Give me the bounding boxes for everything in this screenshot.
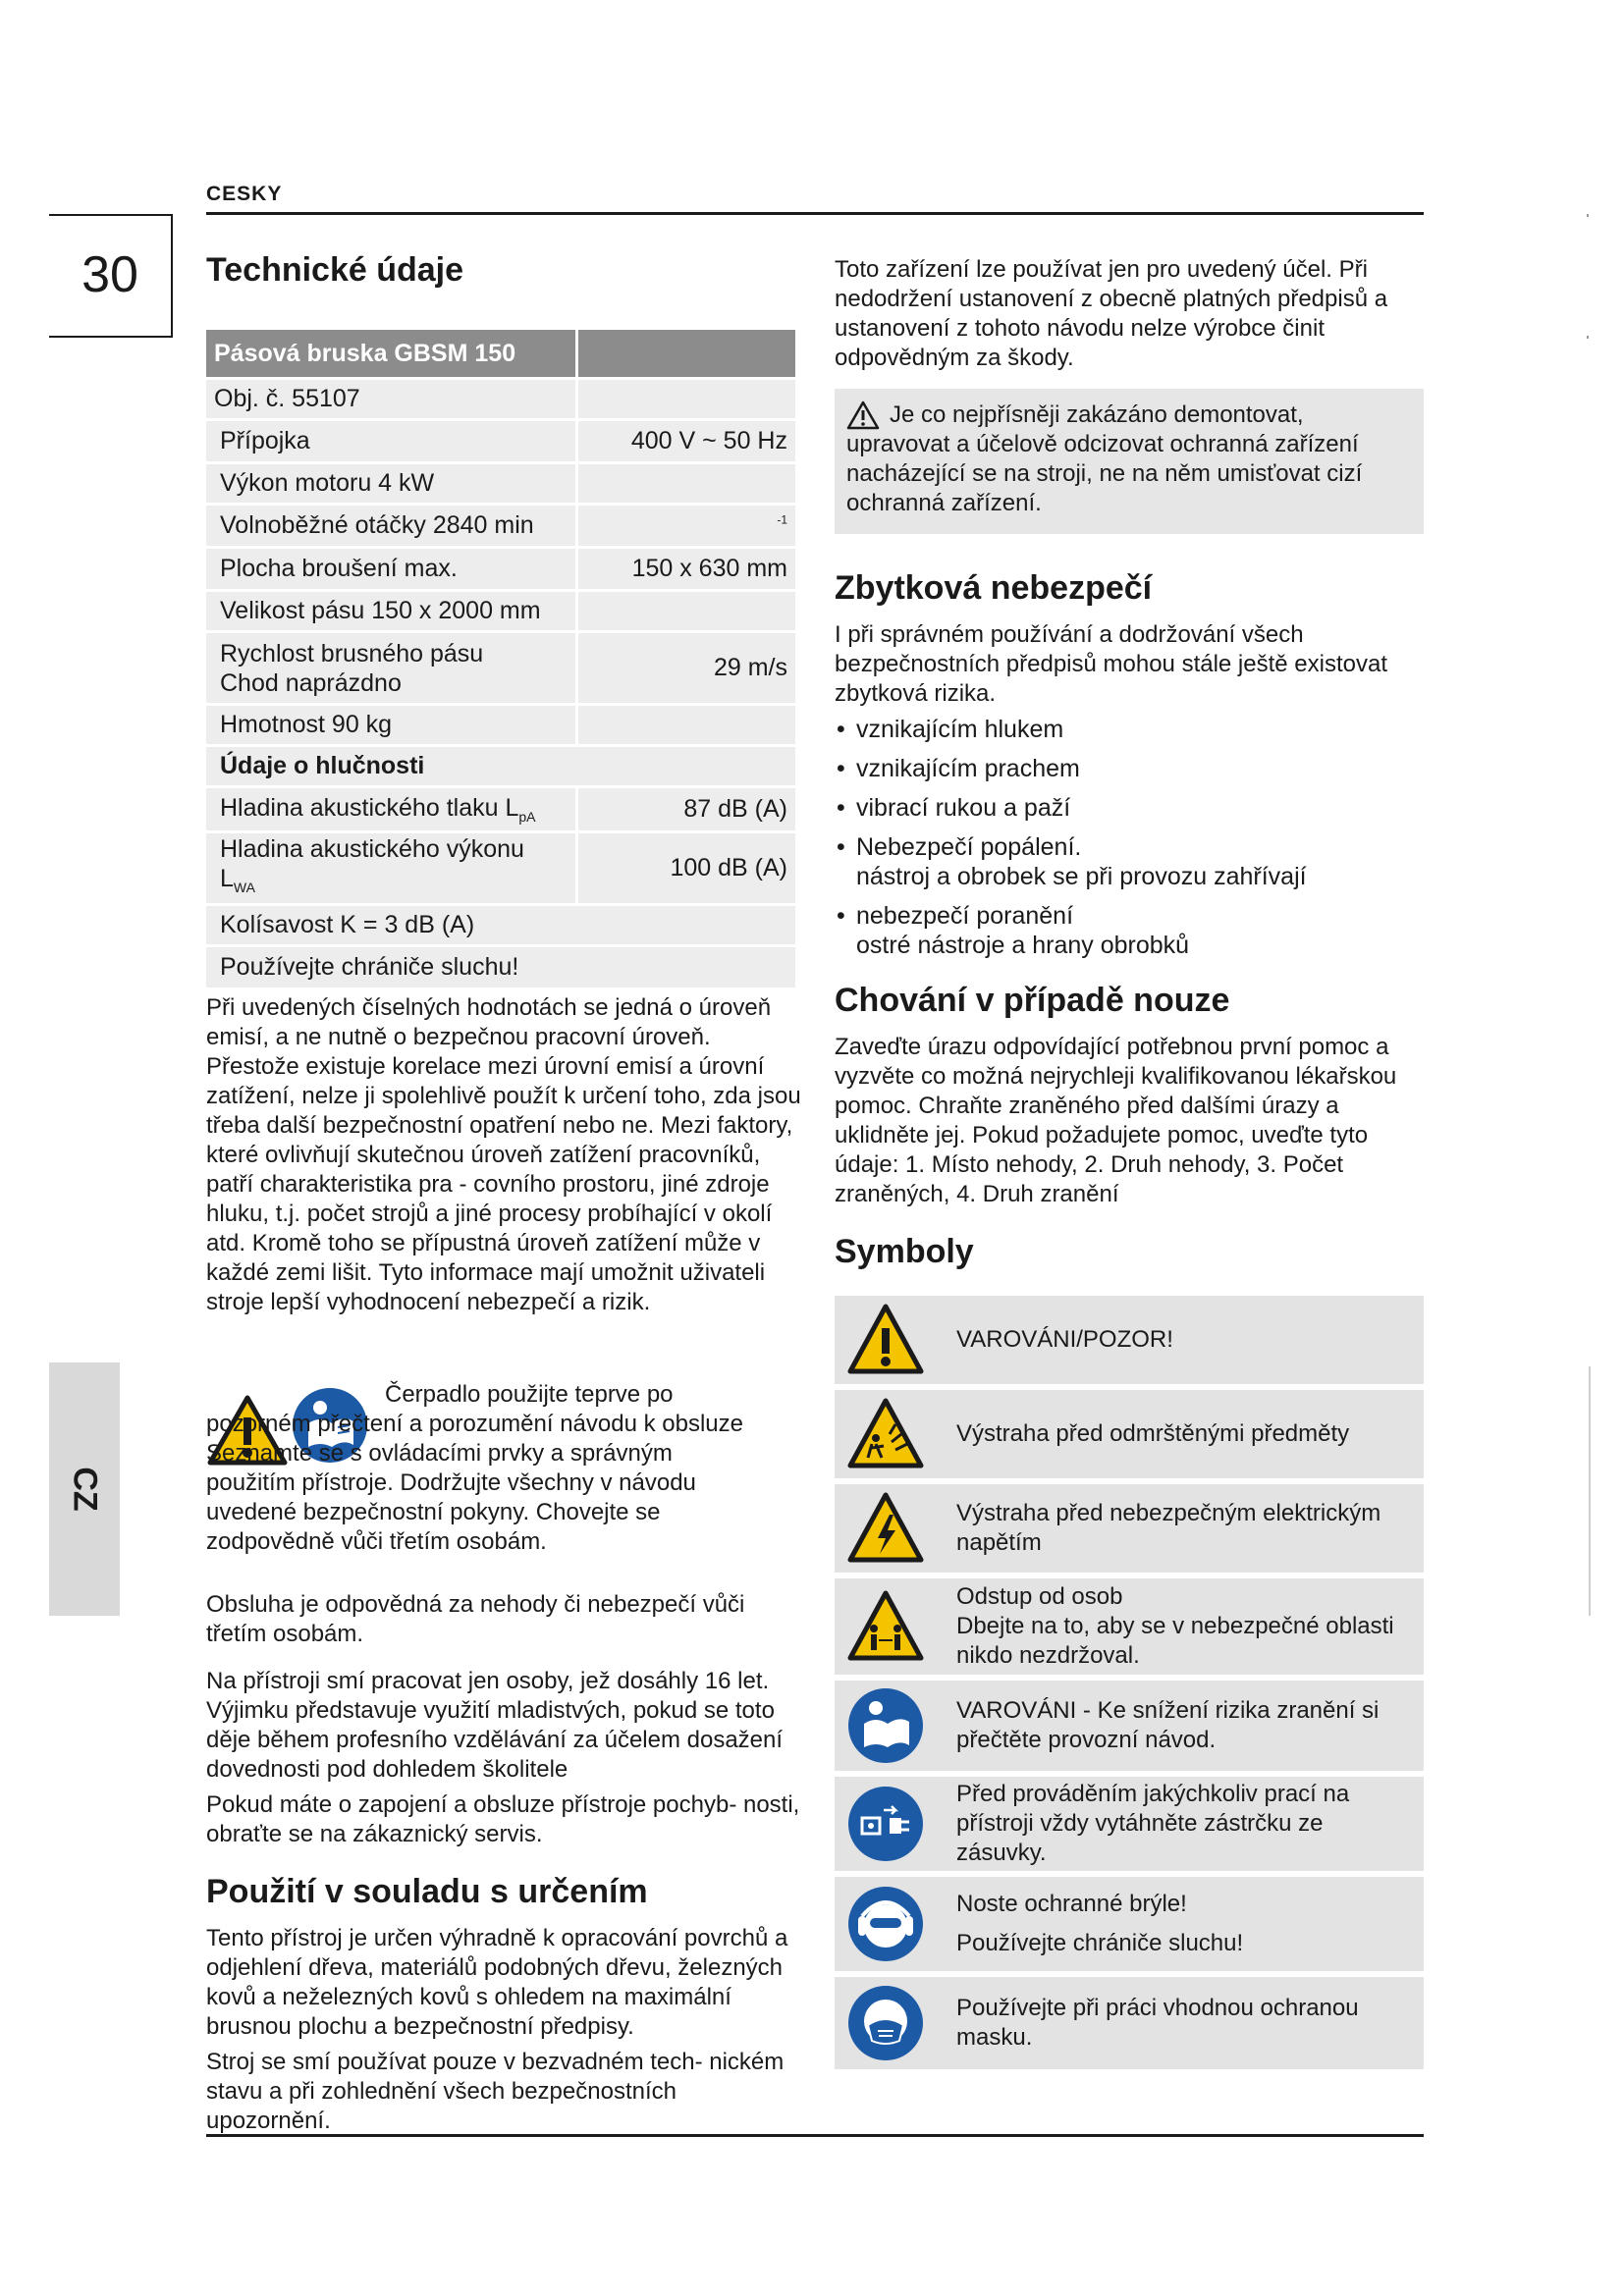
section-header: CESKY [206,183,283,205]
symbol-row: VAROVÁNI - Ke snížení rizika zranění si přečtěte provozní návod. [835,1681,1424,1771]
table-row: Výkon motoru 4 kW [206,464,795,506]
table-row: Rychlost brusného pásu Chod naprázdno 29 m/s [206,633,795,706]
unplug-icon [846,1785,925,1863]
goggles-ear-icon [846,1885,925,1963]
electric-hazard-icon [846,1489,925,1568]
table-row: Plocha broušení max. 150 x 630 mm [206,549,795,592]
list-item: • Nebezpečí popálení. nástroj a obrobek se při provozu zahřívají [835,832,1424,891]
table-header-row [206,330,795,380]
table-section-row: Údaje o hlučnosti [206,747,795,788]
symbol-row: Před prováděním jakýchkoliv prací na přístroji vždy vytáhněte zástrčku ze zásuvky. [835,1777,1424,1871]
residual-list [835,715,1424,970]
symbol-row: Výstraha před nebezpečným elektrickým napětím [835,1484,1424,1573]
intro-text: Toto zařízení lze používat jen pro uvedený účel. Při nedodržení ustanovení z obecně platných předpisů a ustanovení z tohoto návodu nelze výrobce činit odpovědným za škody. [835,256,1388,371]
edge-mark [1587,336,1589,339]
list-item: • vibrací rukou a paží [835,793,1424,823]
warning-box-text: Je co nejpřísněji zakázáno demontovat, upravovat a účelově odcizovat ochranná zařízení nacházející se na stroji, ne na něm umisťovat cizí ochranná zařízení. [846,401,1363,516]
table-row: Hladina akustického výkonu $L_{WA}$ 100 dB (A) [206,833,795,906]
symbol-row: Výstraha před odmrštěnými předměty [835,1390,1424,1478]
tech-title: Technické údaje [206,251,464,289]
table-row: Hmotnost 90 kg [206,706,795,747]
intended-use-text-2: Stroj se smí používat pouze v bezvadném tech- nickém stavu a při zohlednění všech bezpečnostních upozornění. [206,2049,785,2134]
keep-distance-icon [846,1587,925,1666]
bottom-rule [206,2134,1424,2137]
intended-use-title: Použití v souladu s určením [206,1873,648,1910]
emission-text: Při uvedených číselných hodnotách se jedná o úroveň emisí, a ne nutně o bezpečnou pracovní úroveň. Přestože existuje korelace mezi úrovní emisí a úrovní zatížení, nelze ji spolehlivě použít k určení toho, zda jsou třeba další bezpečnostní opatření nebo ne. Mezi faktory, které ovlivňují skutečnou úroveň zatížení pracovníků, patří charakteristika pra - covního prostoru, jiné zdroje hluku, t.j. počet strojů a jiné procesy probíhající v okolí atd. Kromě toho se přípustná úroveň zatížení může v každé zemi lišit. Tyto informace mají umožnit uživateli stroje lepší vyhodnocení nebezpečí a rizik. [206,994,801,1315]
language-tab [49,1362,120,1616]
spec-table [206,330,795,990]
emergency-text: Zaveďte úrazu odpovídající potřebnou první pomoc a vyzvěte co možná nejrychleji kvalifikovanou lékařskou pomoc. Chraňte zraněného před dalšími úrazy a uklidněte jej. Pokud požadujete pomoc, uveďte tyto údaje: 1. Místo nehody, 2. Druh nehody, 3. Počet zraněných, 4. Druh zranění [835,1034,1397,1207]
list-item: • vznikajícím prachem [835,754,1424,783]
symbol-row: Odstup od osob Dbejte na to, aby se v nebezpečné oblasti nikdo nezdržoval. [835,1578,1424,1675]
table-row: Hladina akustického tlaku $L_{pA}$ 87 dB (A) [206,788,795,833]
symbol-row: Používejte při práci vhodnou ochranou masku. [835,1977,1424,2069]
warning-icon [846,1301,925,1379]
top-rule [206,212,1424,215]
edge-mark [1587,214,1589,217]
symbols-title: Symboly [835,1233,974,1270]
table-row: Velikost pásu 150 x 2000 mm [206,592,795,633]
residual-text: I při správném používání a dodržování všech bezpečnostních předpisů mohou stále ještě existovat zbytková rizika. [835,621,1388,707]
manual-text: Čerpadlo použijte teprve po pozorném přečtení a porozumění návodu k obsluze Seznamte se s ovládacími prvky a správným použitím přístroje. Dodržujte všechny v návodu uvedené bezpečnostní pokyny. Chovejte se zodpovědně vůči třetím osobám. [206,1381,743,1555]
table-row: Volnoběžné otáčky 2840 min $^{-1}$ [206,506,795,549]
page-number: 30 [81,246,138,303]
table-row: Kolísavost K = 3 dB (A) [206,906,795,947]
flying-objects-icon [846,1395,925,1473]
liability-text: Obsluha je odpovědná za nehody či nebezpečí vůči třetím osobám. [206,1591,745,1647]
emergency-title: Chování v případě nouze [835,982,1230,1019]
list-item: • nebezpečí poranění ostré nástroje a hrany obrobků [835,901,1424,960]
service-text: Pokud máte o zapojení a obsluze přístroje pochyb- nosti, obraťte se na zákaznický servis. [206,1791,800,1847]
read-manual-icon [846,1686,925,1765]
age-text: Na přístroji smí pracovat jen osoby, jež dosáhly 16 let. Výjimku představuje využití mladistvých, pokud se toto děje během profesního vzdělávání za účelem dosažení dovednosti pod dohledem školitele [206,1668,784,1783]
symbol-row: VAROVÁNI/POZOR! [835,1296,1424,1384]
list-item: • vznikajícím hlukem [835,715,1424,744]
symbol-row: Noste ochranné brýle! Používejte chrániče sluchu! [835,1877,1424,1971]
intended-use-text: Tento přístroj je určen výhradně k opracování povrchů a odjehlení dřeva, materiálů podobných dřevu, železných kovů a neželezných kovů s ohledem na maximální brusnou plochu a bezpečnostní předpisy. [206,1925,788,2040]
warning-box [835,389,1424,534]
table-row: Používejte chrániče sluchu! [206,947,795,990]
table-row: Přípojka 400 V ~ 50 Hz [206,421,795,464]
residual-title: Zbytková nebezpečí [835,569,1153,607]
table-row: Obj. č. 55107 [206,380,795,421]
language-tab-label: CZ [66,1467,104,1512]
mask-icon [846,1984,925,2062]
table-title: Pásová bruska GBSM 150 [206,330,578,380]
edge-mark [1589,1366,1591,1616]
